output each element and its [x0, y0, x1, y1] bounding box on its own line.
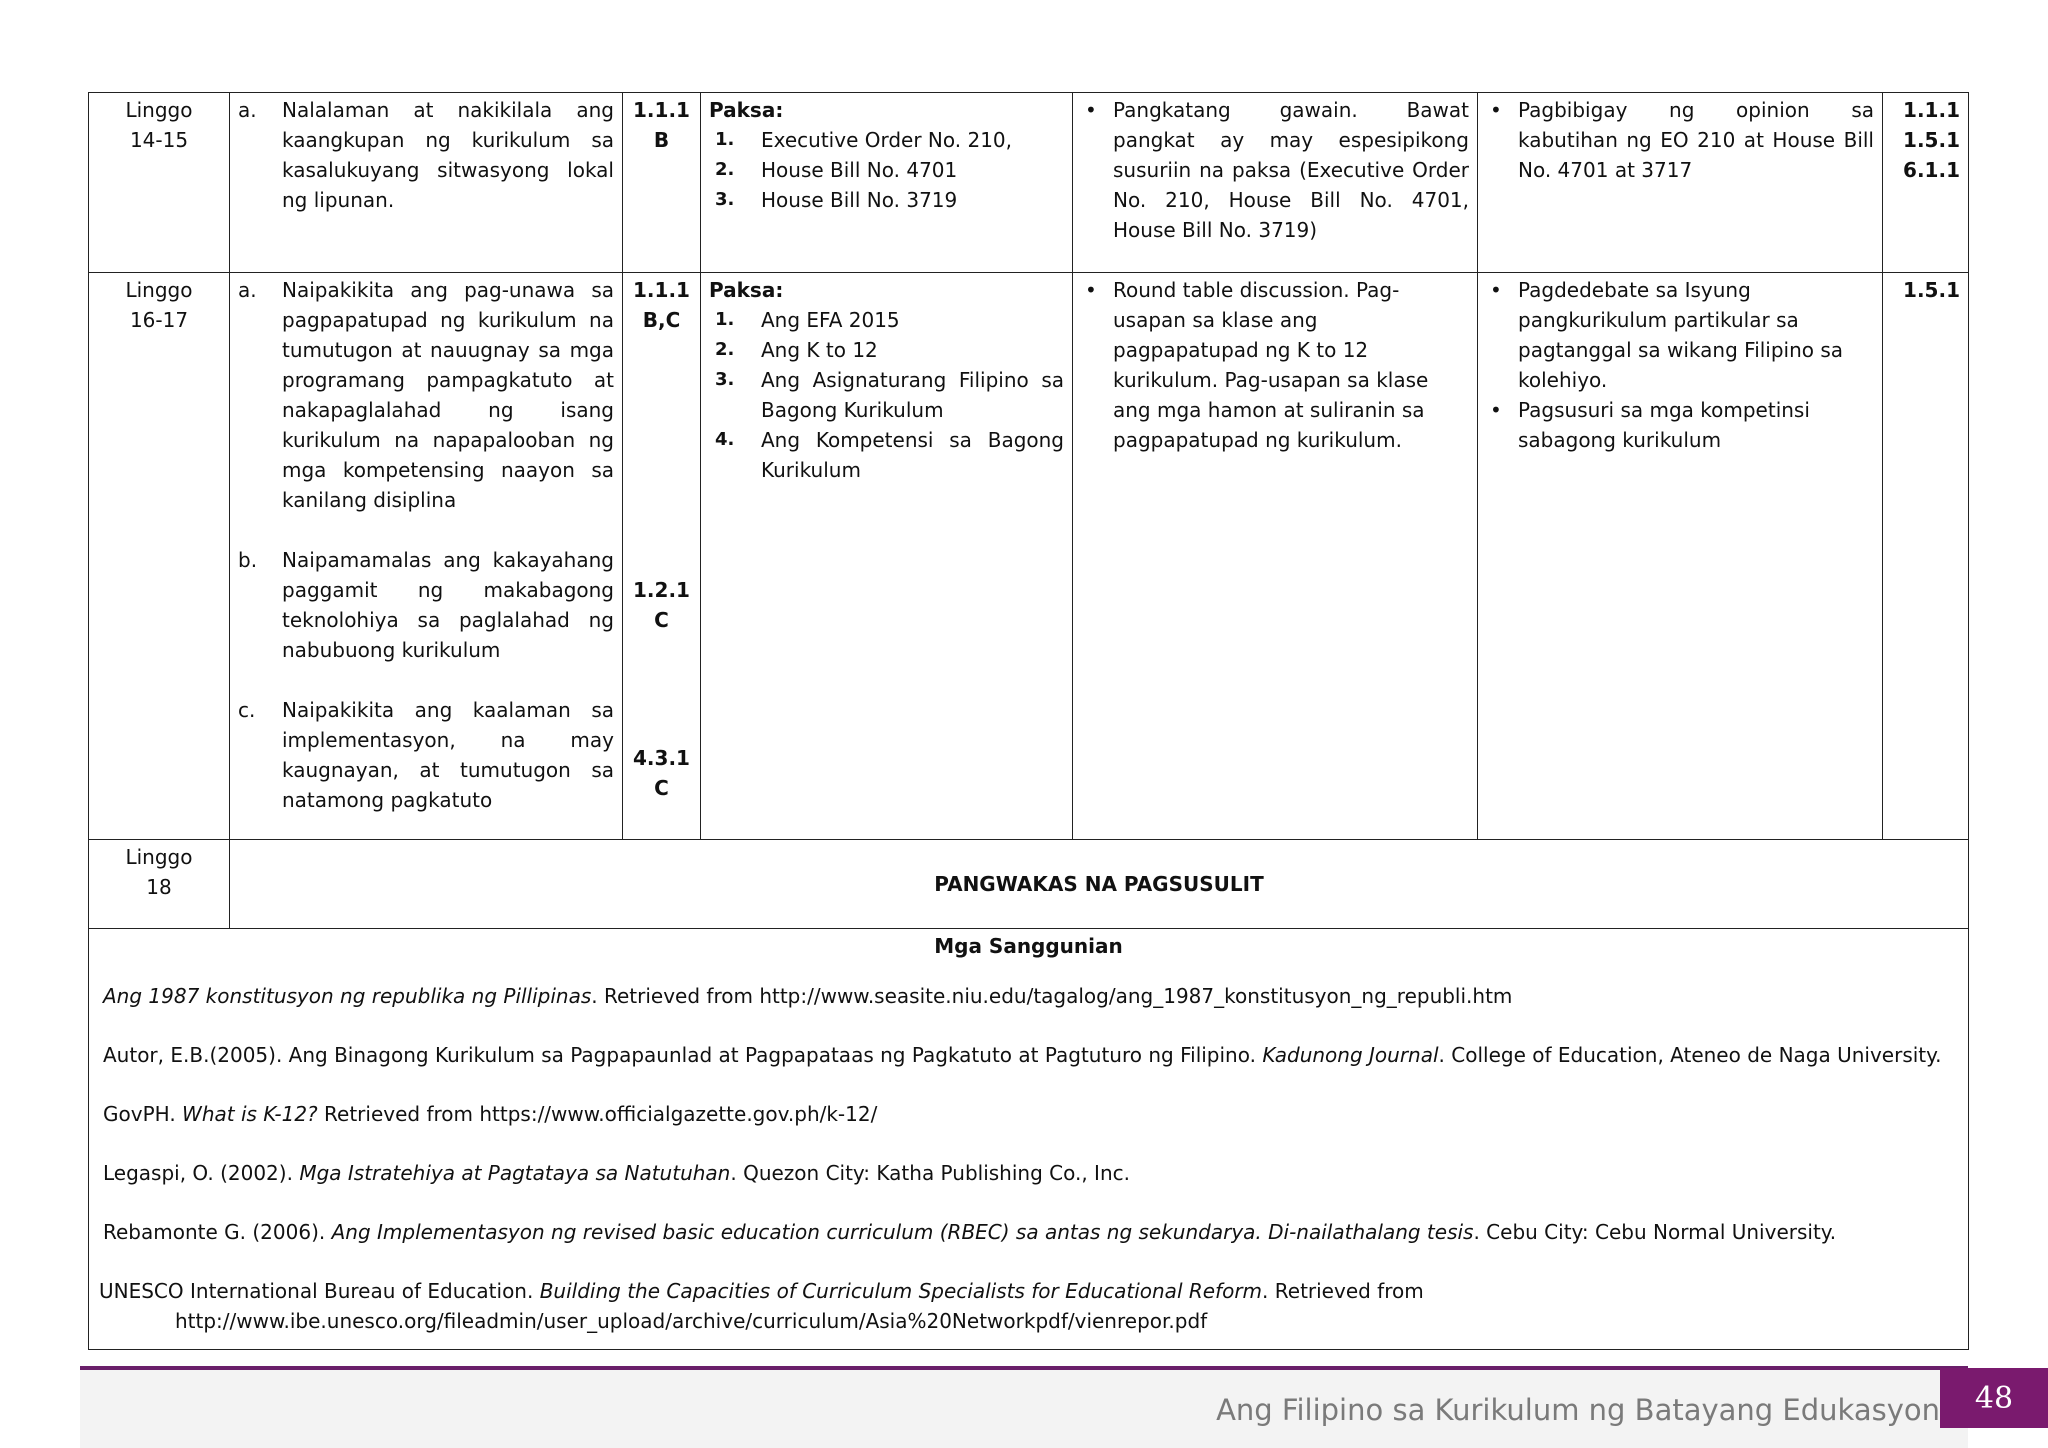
- learning-outcomes-cell: [230, 93, 623, 273]
- reference-item: UNESCO International Bureau of Education. Building the Capacities of Curriculum Specialists for Educational Reform. Retrieved from http://www.ibe.unesco.org/fileadmin/user_upload/archive/curriculum/Asia%20Networkpdf/vienrepor.pdf: [99, 1276, 1960, 1336]
- list-item: 3. House Bill No. 3719: [715, 188, 958, 212]
- outcome-code-cell: 1.1.1 B: [623, 93, 701, 273]
- week-cell: Linggo 16-17: [89, 273, 230, 840]
- reference-item: Autor, E.B.(2005). Ang Binagong Kurikulum sa Pagpapaunlad at Pagpapataas ng Pagkatuto at Pagtuturo ng Filipino. Kadunong Journal. College of Education, Ateneo de Naga University.: [103, 1043, 1942, 1067]
- alignment-cell: 1.1.1 1.5.1 6.1.1: [1883, 93, 1969, 273]
- list-item: 1. Executive Order No. 210,: [715, 128, 1013, 152]
- list-item: • Round table discussion. Pag-usapan sa klase ang pagpapatupad ng K to 12 kurikulum. Pag-usapan sa klase ang mga hamon at suliranin sa pagpapatupad ng kurikulum.: [1081, 275, 1469, 455]
- assessment-cell: [1478, 93, 1883, 273]
- final-exam-title: PANGWAKAS NA PAGSUSULIT: [230, 840, 1969, 929]
- table-row: [89, 929, 1969, 1350]
- topics-cell: [701, 93, 1073, 273]
- alignment-cell: 1.5.1: [1883, 273, 1969, 840]
- table-row: [89, 93, 1969, 273]
- list-item: • Pagdedebate sa Isyung pangkurikulum partikular sa pagtanggal sa wikang Filipino sa kolehiyo.: [1486, 275, 1874, 395]
- list-item: 3. Ang Asignaturang Filipino sa Bagong Kurikulum: [715, 368, 1064, 422]
- list-item: a. Nalalaman at nakikilala ang kaangkupan ng kurikulum sa kasalukuyang sitwasyong lokal ng lipunan.: [238, 98, 614, 212]
- list-item: c. Naipakikita ang kaalaman sa implementasyon, na may kaugnayan, at tumutugon sa natamong pagkatuto: [238, 698, 614, 812]
- list-item: 4. Ang Kompetensi sa Bagong Kurikulum: [715, 428, 1064, 482]
- bullet-icon: •: [1490, 398, 1502, 422]
- reference-item: Ang 1987 konstitusyon ng republika ng Pillipinas. Retrieved from http://www.seasite.niu.edu/tagalog/ang_1987_konstitusyon_ng_republi.htm: [103, 984, 1513, 1008]
- list-item: • Pangkatang gawain. Bawat pangkat ay may espesipikong susuriin na paksa (Executive Order No. 210, House Bill No. 4701, House Bill No. 3719): [1081, 95, 1469, 245]
- references-title: Mga Sanggunian: [934, 934, 1123, 958]
- topics-label: Paksa:: [709, 278, 784, 302]
- reference-item: Legaspi, O. (2002). Mga Istratehiya at Pagtataya sa Natutuhan. Quezon City: Katha Publishing Co., Inc.: [103, 1161, 1130, 1185]
- table-row: [89, 273, 1969, 840]
- activities-cell: [1073, 273, 1478, 840]
- list-item: • Pagsusuri sa mga kompetinsi sabagong kurikulum: [1486, 395, 1874, 455]
- bullet-icon: •: [1085, 98, 1097, 122]
- outcome-code-cell: 1.1.1 B,C 1.2.1 C 4.3.1 C: [623, 273, 701, 840]
- bullet-icon: •: [1085, 278, 1097, 302]
- reference-url: http://www.ibe.unesco.org/fileadmin/user_upload/archive/curriculum/Asia%20Networkpdf/vienrepor.pdf: [175, 1309, 1208, 1333]
- bullet-icon: •: [1490, 98, 1502, 122]
- reference-item: Rebamonte G. (2006). Ang Implementasyon ng revised basic education curriculum (RBEC) sa antas ng sekundarya. Di-nailathalang tesis. Cebu City: Cebu Normal University.: [103, 1220, 1837, 1244]
- week-cell: Linggo 18: [89, 840, 230, 929]
- references-cell: [89, 929, 1969, 1350]
- list-item: 2. Ang K to 12: [715, 338, 878, 362]
- assessment-cell: [1478, 273, 1883, 840]
- list-item: a. Naipakikita ang pag-unawa sa pagpapatupad ng kurikulum na tumutugon at nauugnay sa mga programang pampagkatuto at nakapaglalahad ng isang kurikulum na napapalooban ng mga kompetensing naayon sa kanilang disiplina: [238, 278, 614, 512]
- list-item: 2. House Bill No. 4701: [715, 158, 958, 182]
- topics-label: Paksa:: [709, 98, 784, 122]
- learning-outcomes-cell: [230, 273, 623, 840]
- topics-cell: [701, 273, 1073, 840]
- page-number-badge: 48: [1940, 1368, 2048, 1428]
- activities-cell: [1073, 93, 1478, 273]
- week-cell: Linggo 14-15: [89, 93, 230, 273]
- footer-title: Ang Filipino sa Kurikulum ng Batayang Edukasyon: [1216, 1393, 1940, 1427]
- table-row: [89, 840, 1969, 929]
- reference-item: GovPH. What is K-12? Retrieved from https://www.officialgazette.gov.ph/k-12/: [103, 1102, 878, 1126]
- list-item: 1. Ang EFA 2015: [715, 308, 900, 332]
- list-item: • Pagbibigay ng opinion sa kabutihan ng EO 210 at House Bill No. 4701 at 3717: [1486, 95, 1874, 185]
- bullet-icon: •: [1490, 278, 1502, 302]
- list-item: b. Naipamamalas ang kakayahang paggamit ng makabagong teknolohiya sa paglalahad ng nabubuong kurikulum: [238, 548, 614, 662]
- course-outline-table: [88, 92, 1969, 1350]
